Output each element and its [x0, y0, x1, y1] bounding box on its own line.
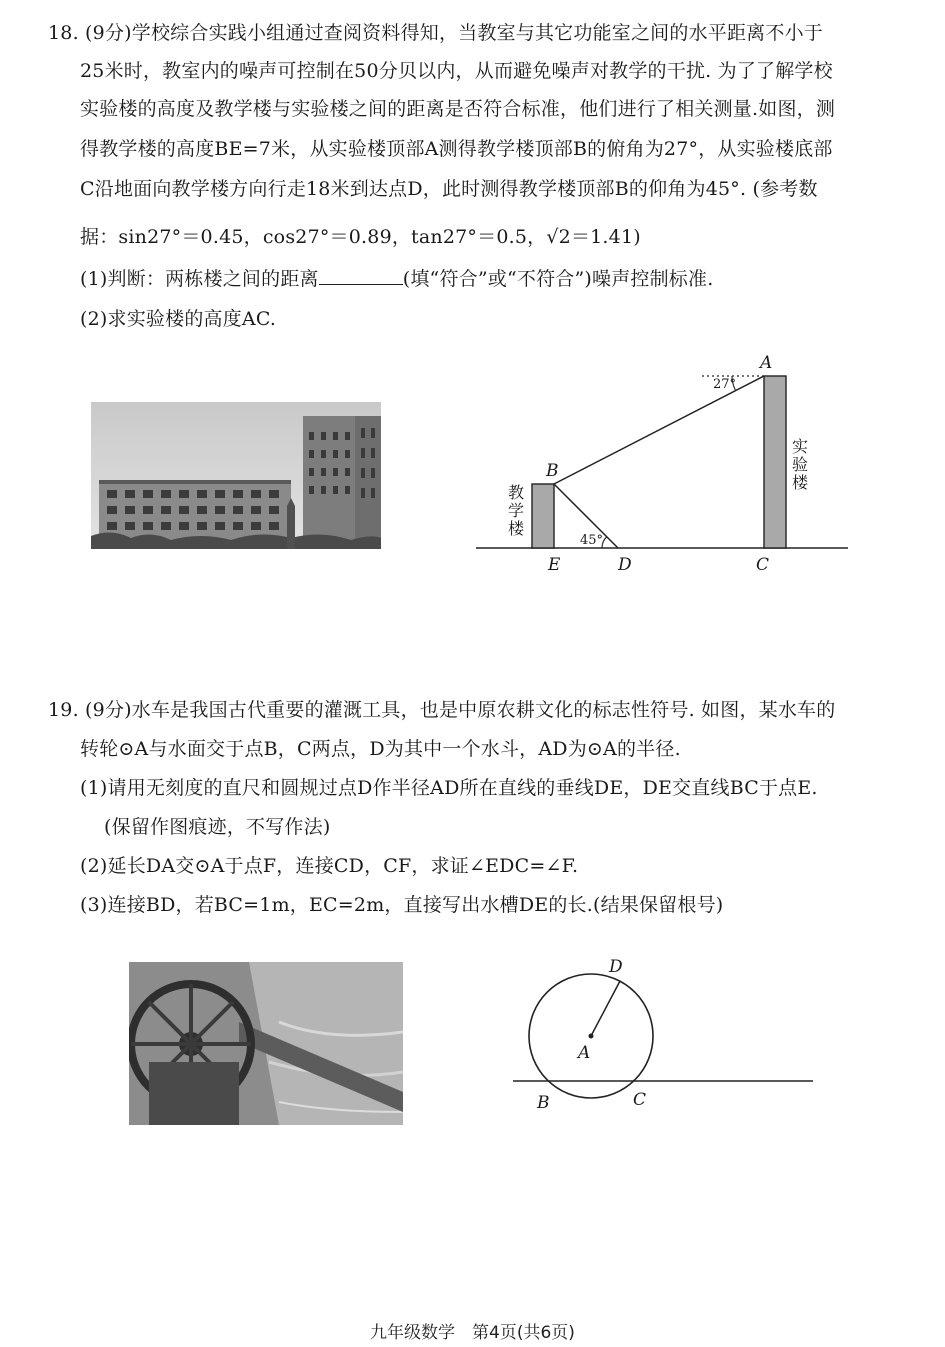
teaching-building — [532, 484, 554, 548]
waterwheel-photo-drawing — [129, 962, 403, 1125]
q19-line-6: (3)连接BD，若BC=1m，EC=2m，直接写出水槽DE的长.(结果保留根号) — [80, 894, 724, 916]
lab-building-char-3: 楼 — [792, 473, 809, 492]
buildings-photo — [91, 402, 381, 549]
point-c-label: C — [633, 1090, 647, 1110]
point-a-label: A — [578, 1043, 591, 1063]
q18-line-5: C沿地面向教学楼方向行走18米到达点D，此时测得教学楼顶部B的仰角为45°. (参考数 — [80, 178, 818, 200]
center-a-dot — [589, 1034, 594, 1039]
q19-line-4: (保留作图痕迹，不写作法) — [104, 816, 331, 838]
q18-line-4: 得教学楼的高度BE=7米，从实验楼顶部A测得教学楼顶部B的俯角为27°，从实验楼底部 — [80, 138, 833, 160]
lab-building-char-1: 实 — [792, 437, 809, 456]
point-b-label: B — [546, 461, 559, 481]
buildings-photo-drawing — [91, 402, 381, 549]
line-ab — [554, 376, 764, 484]
q18-part-1-prefix: (1)判断：两栋楼之间的距离 — [80, 268, 319, 290]
q18-diagram — [470, 352, 860, 580]
teaching-building-char-2: 学 — [508, 501, 525, 520]
answer-blank[interactable] — [319, 266, 403, 285]
lab-building-char-2: 验 — [792, 455, 809, 474]
radius-ad — [591, 981, 620, 1036]
q18-part-1 — [80, 266, 713, 292]
angle-27-label: 27° — [713, 377, 737, 392]
point-c-label: C — [756, 555, 770, 575]
q19-diagram — [505, 950, 825, 1118]
q19-line-5: (2)延长DA交⊙A于点F，连接CD，CF，求证∠EDC=∠F. — [80, 855, 579, 877]
lab-building — [764, 376, 786, 548]
q18-part-2: (2)求实验楼的高度AC. — [80, 308, 277, 330]
point-a-label: A — [760, 353, 773, 373]
page-footer: 九年级数学 第4页(共6页) — [370, 1323, 575, 1343]
angle-45-label: 45° — [580, 533, 604, 548]
q19-line-3: (1)请用无刻度的直尺和圆规过点D作半径AD所在直线的垂线DE，DE交直线BC于点E. — [80, 777, 818, 799]
point-d-label: D — [618, 555, 632, 575]
q18-line-2: 25米时，教室内的噪声可控制在50分贝以内，从而避免噪声对教学的干扰. 为了了解学校 — [80, 60, 833, 82]
q18-line-3: 实验楼的高度及教学楼与实验楼之间的距离是否符合标准，他们进行了相关测量.如图，测 — [80, 98, 836, 120]
point-d-label: D — [609, 957, 623, 977]
q19-line-2: 转轮⊙A与水面交于点B，C两点，D为其中一个水斗，AD为⊙A的半径. — [80, 738, 681, 760]
waterwheel-photo — [129, 962, 403, 1125]
teaching-building-char-3: 楼 — [508, 519, 525, 538]
q18-line-1: 18. (9分)学校综合实践小组通过查阅资料得知，当教室与其它功能室之间的水平距离不小于 — [48, 22, 823, 44]
teaching-building-char-1: 教 — [508, 483, 525, 502]
q18-line-6: 据：sin27°＝0.45，cos27°＝0.89，tan27°＝0.5，√2＝1.41) — [80, 226, 641, 248]
point-e-label: E — [548, 555, 561, 575]
q19-line-1: 19. (9分)水车是我国古代重要的灌溉工具，也是中原农耕文化的标志性符号. 如图，某水车的 — [48, 699, 836, 721]
point-b-label: B — [537, 1093, 550, 1113]
q18-part-1-suffix: (填“符合”或“不符合”)噪声控制标准. — [402, 268, 714, 290]
